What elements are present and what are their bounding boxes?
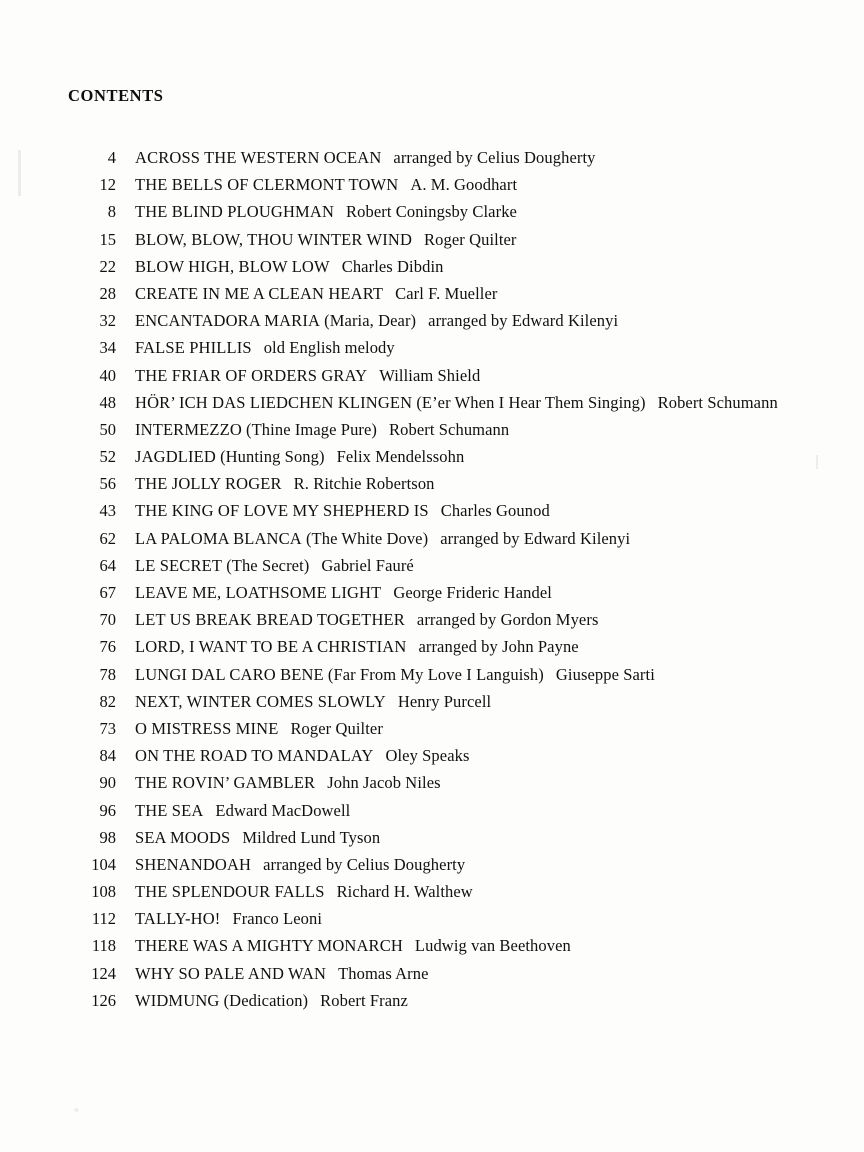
toc-entry-page-number: 84 xyxy=(99,746,116,766)
toc-entry-subtitle: (The Secret) xyxy=(226,555,310,575)
toc-entry-title: THE BLIND PLOUGHMAN xyxy=(135,202,335,222)
toc-entry-text xyxy=(116,801,350,821)
toc-entry-text xyxy=(116,393,778,413)
toc-entry-title: THERE WAS A MIGHTY MONARCH xyxy=(135,936,403,956)
toc-entry-title: THE SEA xyxy=(135,800,204,820)
toc-entry-title: THE BELLS OF CLERMONT TOWN xyxy=(135,175,399,195)
toc-entry-credit: Mildred Lund Tyson xyxy=(242,827,381,847)
toc-entry-credit: old English melody xyxy=(263,338,395,358)
toc-entry-credit: Robert Franz xyxy=(320,990,408,1010)
toc-entry-credit: John Jacob Niles xyxy=(327,773,441,793)
toc-entry-subtitle: (Maria, Dear) xyxy=(324,311,417,331)
toc-entry-text xyxy=(116,692,491,712)
toc-entry-credit: Henry Purcell xyxy=(397,691,492,711)
toc-entry-text xyxy=(116,230,517,250)
toc-entry-text xyxy=(116,991,408,1011)
toc-entry[interactable] xyxy=(68,447,808,467)
toc-entry-subtitle: (The White Dove) xyxy=(305,528,429,548)
toc-entry[interactable] xyxy=(68,230,808,250)
toc-entry[interactable] xyxy=(68,773,808,793)
toc-entry-credit: William Shield xyxy=(379,365,481,385)
toc-entry[interactable] xyxy=(68,148,808,168)
toc-entry-title: ACROSS THE WESTERN OCEAN xyxy=(135,148,382,167)
toc-entry-title: FALSE PHILLIS xyxy=(135,338,252,358)
toc-entry-title: SHENANDOAH xyxy=(135,854,252,874)
toc-entry-text xyxy=(116,746,470,766)
toc-entry-page-number: 40 xyxy=(99,365,116,385)
toc-entry-text xyxy=(116,175,517,195)
toc-entry-title: SEA MOODS xyxy=(135,827,231,847)
toc-entry-title: JAGDLIED xyxy=(135,447,216,467)
toc-entry-title: THE JOLLY ROGER xyxy=(135,474,282,494)
toc-entry-page-number: 15 xyxy=(99,229,116,249)
toc-entry-title: ENCANTADORA MARIA xyxy=(135,311,321,331)
toc-entry-text xyxy=(116,284,498,304)
toc-entry-text xyxy=(116,637,579,657)
toc-entry[interactable] xyxy=(68,991,808,1011)
toc-entry[interactable] xyxy=(68,855,808,875)
toc-entry[interactable] xyxy=(68,257,808,277)
toc-entry-text xyxy=(116,556,414,576)
toc-entry-page-number: 62 xyxy=(99,528,116,548)
toc-entry-text xyxy=(116,773,441,793)
toc-entry-page-number: 8 xyxy=(107,202,116,222)
toc-entry-page-number: 67 xyxy=(99,583,116,602)
page-edge-artifact-right xyxy=(816,455,818,469)
toc-entry-page-number: 32 xyxy=(99,311,116,331)
toc-entry-credit: Giuseppe Sarti xyxy=(555,664,655,684)
toc-entry-subtitle: (Dedication) xyxy=(223,990,309,1010)
toc-entry-text xyxy=(116,366,480,386)
toc-entry-page-number: 50 xyxy=(99,419,116,439)
toc-entry-page-number: 82 xyxy=(99,691,116,711)
toc-entry-page-number: 98 xyxy=(99,827,116,847)
toc-entry-title: CREATE IN ME A CLEAN HEART xyxy=(135,283,384,303)
toc-entry-title: TALLY-HO! xyxy=(135,909,221,929)
toc-entry-title: ON THE ROAD TO MANDALAY xyxy=(135,746,374,766)
toc-entry[interactable] xyxy=(68,692,808,712)
page-title: CONTENTS xyxy=(68,86,164,105)
toc-entry-text xyxy=(116,501,550,521)
toc-entry[interactable] xyxy=(68,393,808,413)
toc-entry-title: NEXT, WINTER COMES SLOWLY xyxy=(135,691,386,711)
toc-entry-text xyxy=(116,936,571,956)
toc-entry[interactable] xyxy=(68,828,808,848)
toc-entry[interactable] xyxy=(68,284,808,304)
toc-entry-credit: arranged by Celius Dougherty xyxy=(263,854,466,874)
toc-entry-text xyxy=(116,719,383,739)
toc-entry-title: THE KING OF LOVE MY SHEPHERD IS xyxy=(135,501,429,521)
toc-entry-credit: George Frideric Handel xyxy=(393,583,552,602)
toc-entry-page-number: 64 xyxy=(99,555,116,575)
toc-entry[interactable] xyxy=(68,936,808,956)
toc-entry-page-number: 22 xyxy=(99,256,116,276)
toc-entry-page-number: 90 xyxy=(99,773,116,793)
toc-entry-text xyxy=(116,202,517,222)
toc-entry-credit: R. Ritchie Robertson xyxy=(293,474,435,494)
toc-entry-text xyxy=(116,338,395,358)
toc-entry-page-number: 118 xyxy=(91,936,116,956)
toc-entry[interactable] xyxy=(68,746,808,766)
toc-entry-credit: Franco Leoni xyxy=(232,909,323,929)
toc-entry-page-number: 104 xyxy=(91,854,116,874)
toc-entry-text xyxy=(116,828,380,848)
toc-entry[interactable] xyxy=(68,556,808,576)
toc-entry-credit: Oley Speaks xyxy=(385,746,470,766)
toc-entry-title: LORD, I WANT TO BE A CHRISTIAN xyxy=(135,637,407,657)
toc-entry-text xyxy=(116,665,655,685)
toc-entry-page-number: 124 xyxy=(91,963,116,983)
toc-entry-credit: Gabriel Fauré xyxy=(321,555,414,575)
toc-entry-title: THE SPLENDOUR FALLS xyxy=(135,882,325,902)
toc-entry-credit: arranged by Celius Dougherty xyxy=(393,148,596,167)
toc-entry[interactable] xyxy=(68,801,808,821)
toc-entry-page-number: 43 xyxy=(99,501,116,521)
table-of-contents-list xyxy=(68,148,808,1011)
toc-entry-credit: Thomas Arne xyxy=(338,963,429,983)
toc-entry-credit: arranged by Edward Kilenyi xyxy=(428,311,619,331)
toc-entry-page-number: 73 xyxy=(99,718,116,738)
toc-entry[interactable] xyxy=(68,311,808,331)
toc-entry-credit: Robert Coningsby Clarke xyxy=(346,202,517,222)
toc-entry-title: LET US BREAK BREAD TOGETHER xyxy=(135,610,405,630)
toc-entry-page-number: 12 xyxy=(99,175,116,195)
toc-entry-text xyxy=(116,964,429,984)
toc-entry-credit: Roger Quilter xyxy=(290,718,383,738)
toc-entry-title: BLOW, BLOW, THOU WINTER WIND xyxy=(135,229,413,249)
toc-entry-text xyxy=(116,474,435,494)
toc-entry-credit: Robert Schumann xyxy=(389,419,510,439)
toc-entry-text xyxy=(116,855,465,875)
toc-entry-text xyxy=(116,882,473,902)
toc-entry-title: LE SECRET xyxy=(135,555,223,575)
toc-entry[interactable] xyxy=(68,175,808,195)
toc-entry-title: BLOW HIGH, BLOW LOW xyxy=(135,256,330,276)
toc-entry[interactable] xyxy=(68,338,808,358)
toc-entry-page-number: 96 xyxy=(99,800,116,820)
toc-entry-credit: A. M. Goodhart xyxy=(410,175,518,195)
toc-entry[interactable] xyxy=(68,882,808,902)
contents-block xyxy=(68,86,808,1018)
toc-entry-page-number: 78 xyxy=(99,664,116,684)
toc-entry-credit: arranged by Gordon Myers xyxy=(416,610,599,630)
toc-entry-text xyxy=(116,610,598,630)
toc-entry-page-number: 56 xyxy=(99,474,116,494)
toc-entry-title: HÖR’ ICH DAS LIEDCHEN KLINGEN xyxy=(135,392,413,412)
toc-entry-credit: arranged by John Payne xyxy=(418,637,579,657)
toc-entry-subtitle: (Hunting Song) xyxy=(220,447,325,467)
toc-entry[interactable] xyxy=(68,637,808,657)
toc-entry[interactable] xyxy=(68,420,808,440)
toc-entry[interactable] xyxy=(68,964,808,984)
toc-entry-subtitle: (Far From My Love I Languish) xyxy=(327,664,544,684)
page-edge-artifact-left xyxy=(18,150,21,196)
toc-entry[interactable] xyxy=(68,202,808,222)
toc-entry-credit: Ludwig van Beethoven xyxy=(414,936,571,956)
toc-entry-page-number: 48 xyxy=(99,392,116,412)
toc-entry-text xyxy=(116,420,509,440)
toc-entry-page-number: 52 xyxy=(99,447,116,467)
toc-entry-title: O MISTRESS MINE xyxy=(135,718,279,738)
toc-entry-text xyxy=(116,311,618,331)
toc-entry-title: INTERMEZZO xyxy=(135,419,242,439)
toc-entry-credit: Edward MacDowell xyxy=(215,800,351,820)
toc-entry-credit: Richard H. Walthew xyxy=(336,882,473,902)
toc-entry-title: LUNGI DAL CARO BENE xyxy=(135,664,324,684)
toc-entry[interactable] xyxy=(68,583,808,603)
toc-entry[interactable] xyxy=(68,474,808,494)
toc-entry-credit: Roger Quilter xyxy=(424,229,517,249)
toc-entry-credit: arranged by Edward Kilenyi xyxy=(440,528,631,548)
toc-entry-page-number: 34 xyxy=(99,338,116,358)
toc-entry-text xyxy=(116,148,596,168)
toc-entry-credit: Carl F. Mueller xyxy=(395,283,498,303)
toc-entry-title: LEAVE ME, LOATHSOME LIGHT xyxy=(135,583,382,602)
toc-entry-text xyxy=(116,583,552,603)
toc-entry-page-number: 70 xyxy=(99,610,116,630)
toc-entry-text xyxy=(116,257,443,277)
toc-entry-page-number: 112 xyxy=(91,909,116,929)
toc-entry-title: WHY SO PALE AND WAN xyxy=(135,963,327,983)
toc-entry-credit: Charles Dibdin xyxy=(341,256,444,276)
toc-entry-title: WIDMUNG xyxy=(135,990,220,1010)
toc-entry[interactable] xyxy=(68,501,808,521)
toc-entry-credit: Felix Mendelssohn xyxy=(336,447,465,467)
toc-entry[interactable] xyxy=(68,665,808,685)
toc-entry[interactable] xyxy=(68,909,808,929)
toc-entry-title: THE ROVIN’ GAMBLER xyxy=(135,773,316,793)
toc-entry-page-number: 4 xyxy=(107,148,116,167)
toc-entry[interactable] xyxy=(68,719,808,739)
page-edge-artifact-bottom xyxy=(74,1108,79,1112)
toc-entry[interactable] xyxy=(68,529,808,549)
toc-entry-credit: Robert Schumann xyxy=(657,392,778,412)
toc-entry-page-number: 76 xyxy=(99,637,116,657)
toc-entry-text xyxy=(116,529,630,549)
toc-entry[interactable] xyxy=(68,366,808,386)
toc-entry-page-number: 108 xyxy=(91,882,116,902)
toc-entry-title: LA PALOMA BLANCA xyxy=(135,528,302,548)
toc-entry-subtitle: (Thine Image Pure) xyxy=(246,419,378,439)
toc-entry-subtitle: (E’er When I Hear Them Singing) xyxy=(416,392,646,412)
toc-entry-page-number: 28 xyxy=(99,283,116,303)
toc-entry-credit: Charles Gounod xyxy=(440,501,550,521)
toc-entry[interactable] xyxy=(68,610,808,630)
toc-entry-text xyxy=(116,909,322,929)
toc-entry-title: THE FRIAR OF ORDERS GRAY xyxy=(135,365,368,385)
toc-entry-page-number: 126 xyxy=(91,990,116,1010)
toc-entry-text xyxy=(116,447,464,467)
